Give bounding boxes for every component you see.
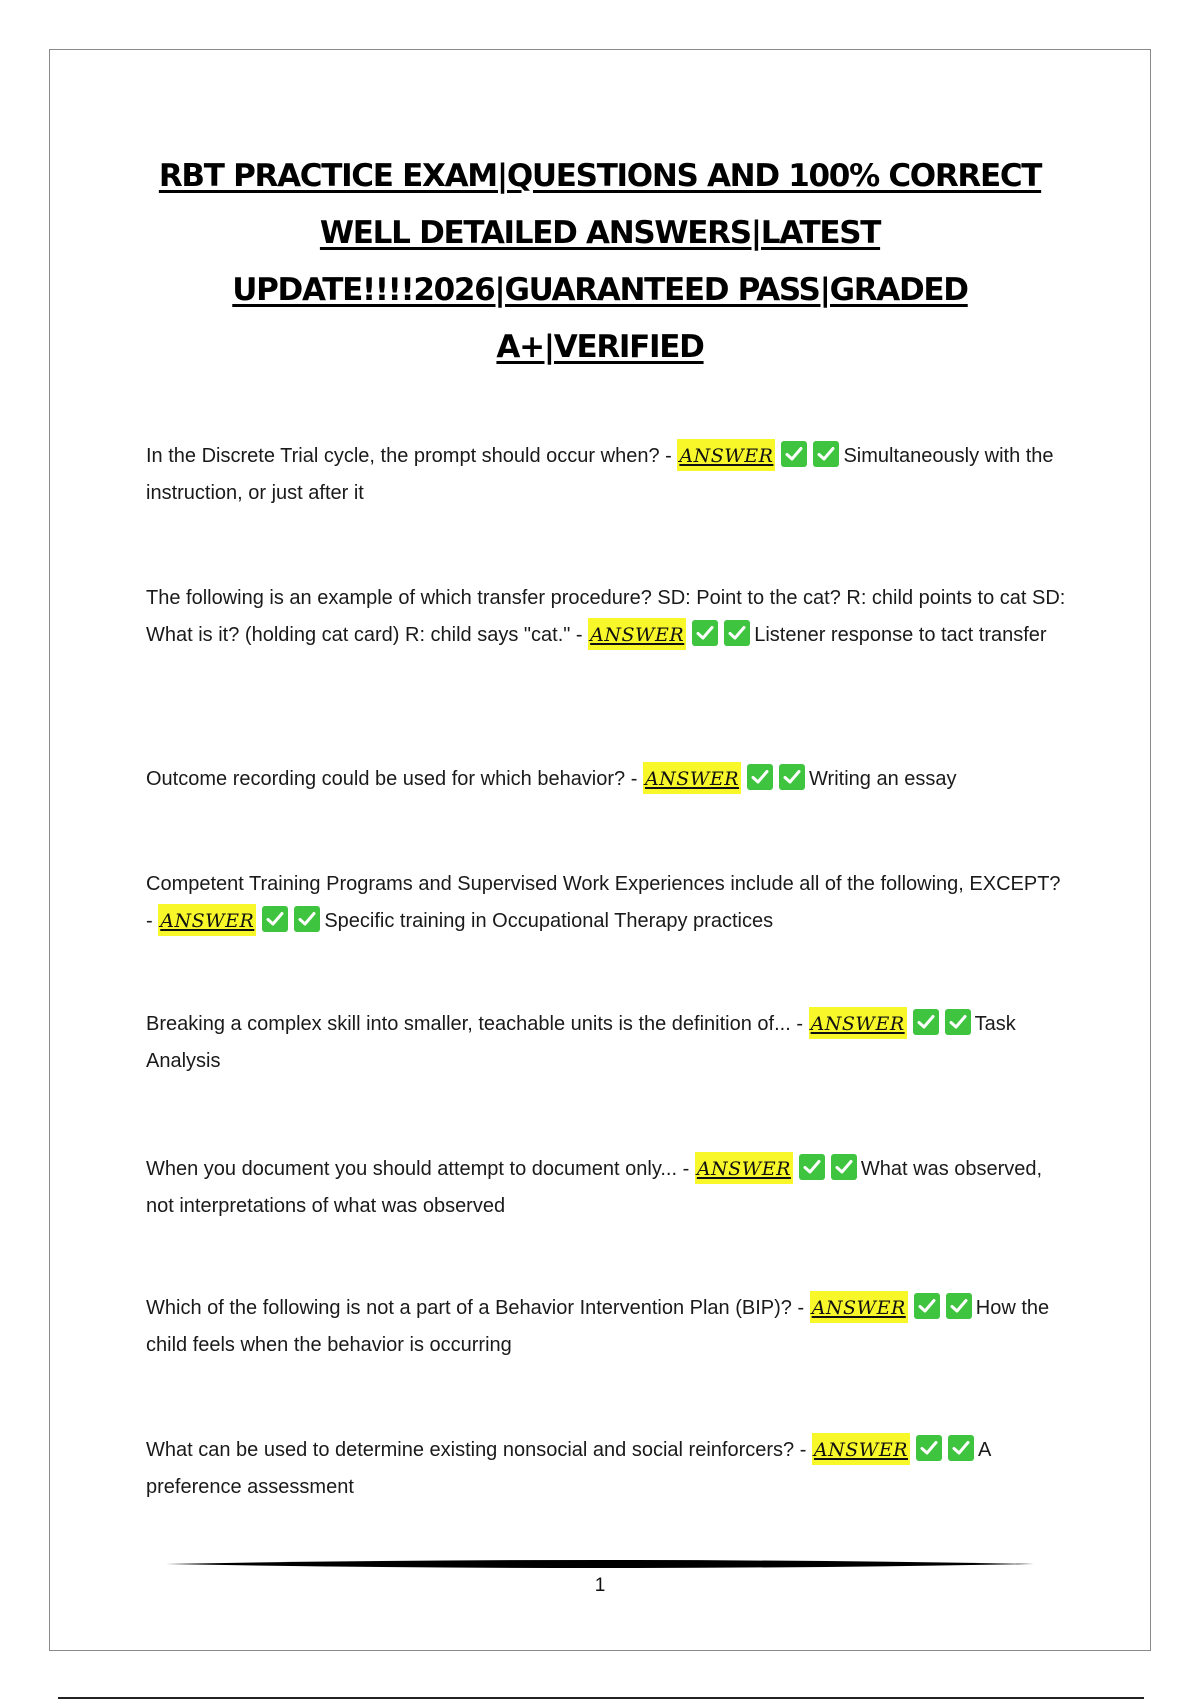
answer-label: ANSWER	[810, 1291, 908, 1323]
question-text: What can be used to determine existing nonsocial and social reinforcers? -	[146, 1439, 807, 1461]
check-icon	[914, 1293, 940, 1319]
answer-label: ANSWER	[809, 1007, 907, 1039]
check-icon	[913, 1009, 939, 1035]
check-icon	[799, 1154, 825, 1180]
qa-item	[146, 761, 1066, 798]
document-title: RBT PRACTICE EXAM|QUESTIONS AND 100% CORRECT WELL DETAILED ANSWERS|LATEST UPDATE!!!!2026|GUARANTEED PASS|GRADED A+|VERIFIED	[158, 158, 1042, 365]
answer-label: ANSWER	[588, 618, 686, 650]
check-icon	[294, 906, 320, 932]
check-icon	[779, 764, 805, 790]
qa-item	[146, 1432, 1066, 1506]
question-text: Competent Training Programs and Supervised Work Experiences include all of the following, EXCEPT? -	[146, 873, 1061, 932]
check-icon	[724, 620, 750, 646]
bottom-rule	[58, 1697, 1144, 1699]
check-icon	[813, 441, 839, 467]
qa-item	[146, 1290, 1066, 1364]
page-number: 1	[594, 1575, 606, 1596]
question-text: Outcome recording could be used for which behavior? -	[146, 768, 638, 790]
answer-text: Task Analysis	[146, 1013, 1016, 1072]
footer-rule	[166, 1556, 1034, 1572]
check-icon	[831, 1154, 857, 1180]
qa-item	[146, 1006, 1066, 1080]
question-text: When you document you should attempt to document only... -	[146, 1158, 690, 1180]
answer-text: How the child feels when the behavior is occurring	[146, 1297, 1050, 1356]
qa-item	[146, 438, 1066, 512]
check-icon	[692, 620, 718, 646]
answer-label: ANSWER	[677, 439, 775, 471]
answer-text: Listener response to tact transfer	[754, 624, 1047, 646]
check-icon	[781, 441, 807, 467]
check-icon	[946, 1293, 972, 1319]
answer-text: A preference assessment	[146, 1439, 991, 1498]
answer-text: Writing an essay	[809, 768, 957, 790]
check-icon	[948, 1435, 974, 1461]
check-icon	[747, 764, 773, 790]
qa-item	[146, 580, 1066, 654]
check-icon	[262, 906, 288, 932]
answer-label: ANSWER	[695, 1152, 793, 1184]
qa-item	[146, 866, 1066, 940]
question-text: Which of the following is not a part of a Behavior Intervention Plan (BIP)? -	[146, 1297, 805, 1319]
answer-text: Specific training in Occupational Therapy practices	[324, 910, 774, 932]
question-text: Breaking a complex skill into smaller, teachable units is the definition of... -	[146, 1013, 803, 1035]
answer-label: ANSWER	[812, 1433, 910, 1465]
qa-item	[146, 1151, 1066, 1225]
answer-label: ANSWER	[158, 904, 256, 936]
question-text: The following is an example of which transfer procedure? SD: Point to the cat? R: child points to cat SD: What is it? (holding cat card) R: child says "cat." -	[146, 587, 1066, 646]
answer-label: ANSWER	[643, 762, 741, 794]
check-icon	[916, 1435, 942, 1461]
answer-text: What was observed, not interpretations of what was observed	[146, 1158, 1043, 1217]
question-text: In the Discrete Trial cycle, the prompt should occur when? -	[146, 445, 672, 467]
check-icon	[945, 1009, 971, 1035]
answer-text: Simultaneously with the instruction, or just after it	[146, 445, 1054, 504]
